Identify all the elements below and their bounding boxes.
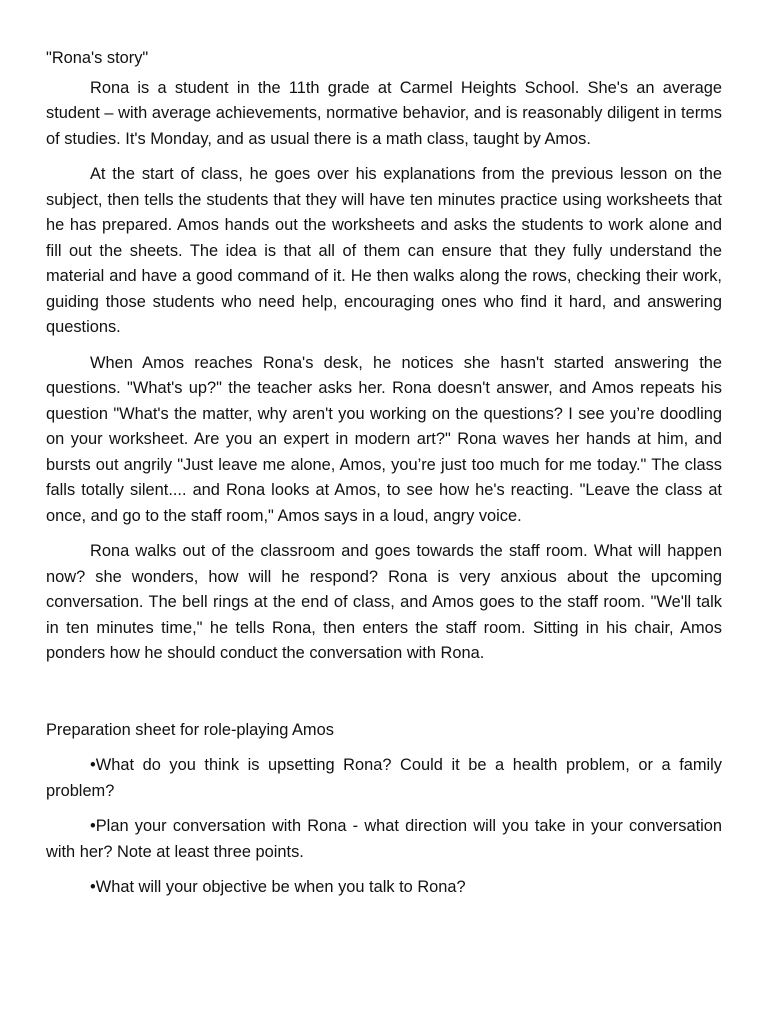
bullet-text-3: What will your objective be when you talk to Rona?	[95, 878, 466, 896]
preparation-sheet-title: Preparation sheet for role-playing Amos	[46, 720, 334, 739]
bullet-item-1	[46, 753, 722, 804]
bullet-item-2	[46, 814, 722, 865]
story-paragraph-4: Rona walks out of the classroom and goes towards the staff room. What will happen now? she wonders, how will he respond? Rona is very anxious about the upcoming conversation. The bell rings at the end of class, and Amos goes to the staff room. "We'll talk in ten minutes time," he tells Rona, then enters the staff room. Sitting in his chair, Amos ponders how he should conduct the conversation with Rona.	[46, 542, 722, 662]
story-paragraph-3: When Amos reaches Rona's desk, he notices she hasn't started answering the questions. "What's up?" the teacher asks her. Rona doesn't answer, and Amos repeats his question "What's the matter, why aren't you working on the questions? I see you’re doodling on your worksheet. Are you an expert in modern art?" Rona waves her hands at him, and bursts out angrily "Just leave me alone, Amos, you’re just too much for me today." The class falls totally silent.... and Rona looks at Amos, to see how he's reacting. "Leave the class at once, and go to the staff room," Amos says in a loud, angry voice.	[46, 353, 722, 525]
bullet-text-2: Plan your conversation with Rona - what direction will you take in your conversation with her? Note at least three points.	[46, 817, 722, 861]
section-spacer	[46, 677, 722, 718]
story-paragraph-2: At the start of class, he goes over his explanations from the previous lesson on the subject, then tells the students that they will have ten minutes practice using worksheets that he has prepared. Amos hands out the worksheets and asks the students to work alone and fill out the sheets. The idea is that all of them can ensure that they fully understand the material and have a good command of it. He then walks along the rows, checking their work, guiding those students who need help, encouraging ones who find it hard, and answering questions.	[46, 165, 722, 336]
bullet-text-1: What do you think is upsetting Rona? Could it be a health problem, or a family problem?	[46, 756, 722, 800]
bullet-icon: •	[90, 878, 96, 896]
bullet-icon: •	[90, 817, 96, 835]
story-paragraph-1: Rona is a student in the 11th grade at Carmel Heights School. She's an average student – with average achievements, normative behavior, and is reasonably diligent in terms of studies. It's Monday, and as usual there is a math class, taught by Amos.	[46, 78, 722, 148]
bullet-item-3	[46, 875, 722, 901]
document-page	[46, 46, 722, 911]
story-title: "Rona's story"	[46, 49, 149, 67]
bullet-icon: •	[90, 756, 96, 774]
